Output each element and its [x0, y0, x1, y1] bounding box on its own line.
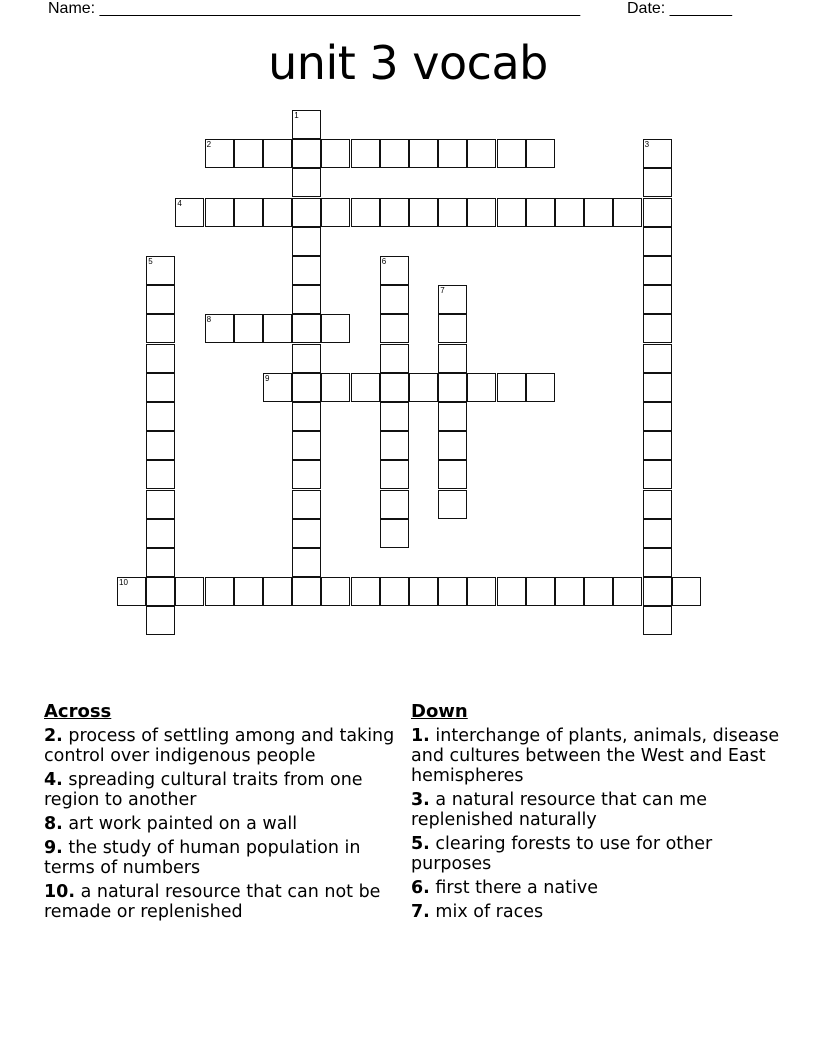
grid-cell[interactable] — [292, 548, 321, 577]
across-clue — [44, 726, 400, 766]
clue-number: 10. — [44, 882, 76, 902]
grid-cell[interactable] — [643, 402, 672, 431]
grid-cell[interactable] — [234, 314, 263, 343]
grid-cell[interactable] — [409, 577, 438, 606]
grid-cell[interactable] — [263, 198, 292, 227]
grid-cell[interactable] — [146, 373, 175, 402]
grid-cell[interactable] — [438, 431, 467, 460]
down-clue — [411, 726, 783, 786]
cell-number: 8 — [206, 315, 212, 325]
clue-text: clearing forests to use for other purposes — [411, 834, 713, 874]
grid-cell[interactable] — [555, 577, 584, 606]
grid-cell[interactable] — [643, 460, 672, 489]
grid-cell[interactable] — [438, 344, 467, 373]
grid-cell[interactable] — [409, 198, 438, 227]
grid-cell[interactable] — [321, 577, 350, 606]
grid-cell[interactable] — [409, 139, 438, 168]
page-title: unit 3 vocab — [268, 36, 548, 90]
clue-number: 7. — [411, 902, 430, 922]
clue-number: 8. — [44, 814, 63, 834]
across-heading: Across — [44, 701, 112, 722]
grid-cell[interactable] — [555, 198, 584, 227]
grid-cell[interactable] — [146, 519, 175, 548]
grid-cell[interactable] — [292, 314, 321, 343]
grid-cell[interactable] — [584, 198, 613, 227]
grid-cell[interactable] — [146, 344, 175, 373]
grid-cell[interactable] — [380, 519, 409, 548]
grid-cell[interactable] — [409, 373, 438, 402]
grid-cell[interactable] — [234, 139, 263, 168]
clue-number: 3. — [411, 790, 430, 810]
grid-cell[interactable] — [146, 577, 175, 606]
grid-cell[interactable] — [321, 314, 350, 343]
grid-cell[interactable] — [292, 431, 321, 460]
grid-cell[interactable] — [292, 198, 321, 227]
grid-cell[interactable] — [380, 314, 409, 343]
grid-cell[interactable] — [584, 577, 613, 606]
grid-cell[interactable] — [497, 577, 526, 606]
clue-number: 5. — [411, 834, 430, 854]
grid-cell[interactable] — [146, 548, 175, 577]
grid-cell[interactable] — [643, 490, 672, 519]
down-clue — [411, 790, 783, 830]
grid-cell[interactable] — [263, 139, 292, 168]
across-clue — [44, 882, 400, 922]
grid-cell[interactable] — [672, 577, 701, 606]
clue-number: 2. — [44, 726, 63, 746]
date-field[interactable] — [627, 0, 732, 18]
date-label: Date: — [627, 0, 666, 17]
clue-number: 6. — [411, 878, 430, 898]
grid-cell[interactable] — [205, 314, 234, 343]
grid-cell[interactable] — [351, 198, 380, 227]
grid-cell[interactable] — [263, 577, 292, 606]
grid-cell[interactable] — [438, 460, 467, 489]
grid-cell[interactable] — [497, 373, 526, 402]
across-clue — [44, 838, 400, 878]
clue-text: first there a native — [435, 878, 598, 898]
grid-cell[interactable] — [613, 577, 642, 606]
grid-cell[interactable] — [467, 198, 496, 227]
grid-cell[interactable] — [380, 490, 409, 519]
name-line: ______________________________________________________ — [99, 0, 581, 17]
cell-number: 3 — [644, 140, 650, 150]
grid-cell[interactable] — [292, 139, 321, 168]
clue-text: a natural resource that can not be remade or replenished — [44, 882, 381, 922]
grid-cell[interactable] — [146, 285, 175, 314]
grid-cell[interactable] — [467, 373, 496, 402]
grid-cell[interactable] — [438, 402, 467, 431]
grid-cell[interactable] — [438, 198, 467, 227]
grid-cell[interactable] — [175, 198, 204, 227]
grid-cell[interactable] — [497, 139, 526, 168]
grid-cell[interactable] — [526, 139, 555, 168]
grid-cell[interactable] — [438, 139, 467, 168]
grid-cell[interactable] — [292, 402, 321, 431]
cell-number: 9 — [265, 373, 270, 383]
clue-text: art work painted on a wall — [68, 814, 298, 834]
clue-number: 9. — [44, 838, 63, 858]
cell-number: 7 — [440, 286, 445, 296]
grid-cell[interactable] — [292, 110, 321, 139]
grid-cell[interactable] — [146, 256, 175, 285]
grid-cell[interactable] — [643, 548, 672, 577]
grid-cell[interactable] — [292, 460, 321, 489]
clue-text: spreading cultural traits from one region to another — [44, 770, 363, 810]
grid-cell[interactable] — [380, 402, 409, 431]
name-field[interactable] — [48, 0, 580, 18]
grid-cell[interactable] — [643, 373, 672, 402]
grid-cell[interactable] — [438, 285, 467, 314]
grid-cell[interactable] — [205, 198, 234, 227]
grid-cell[interactable] — [643, 431, 672, 460]
grid-cell[interactable] — [234, 198, 263, 227]
across-clue — [44, 814, 400, 834]
grid-cell[interactable] — [643, 227, 672, 256]
date-line: _______ — [669, 0, 732, 17]
grid-cell[interactable] — [643, 519, 672, 548]
across-clue — [44, 770, 400, 810]
grid-cell[interactable] — [292, 344, 321, 373]
grid-cell[interactable] — [146, 314, 175, 343]
grid-cell[interactable] — [146, 460, 175, 489]
clue-text: interchange of plants, animals, disease and cultures between the West and East hemispheres — [411, 726, 780, 786]
grid-cell[interactable] — [292, 227, 321, 256]
grid-cell[interactable] — [467, 139, 496, 168]
grid-cell[interactable] — [380, 431, 409, 460]
grid-cell[interactable] — [643, 314, 672, 343]
clue-text: the study of human population in terms of numbers — [44, 838, 361, 878]
cell-number: 2 — [206, 140, 212, 150]
grid-cell[interactable] — [526, 198, 555, 227]
grid-cell[interactable] — [438, 577, 467, 606]
grid-cell[interactable] — [380, 285, 409, 314]
grid-cell[interactable] — [292, 373, 321, 402]
grid-cell[interactable] — [146, 402, 175, 431]
grid-cell[interactable] — [380, 460, 409, 489]
grid-cell[interactable] — [146, 606, 175, 635]
grid-cell[interactable] — [292, 285, 321, 314]
grid-cell[interactable] — [351, 139, 380, 168]
grid-cell[interactable] — [380, 577, 409, 606]
grid-cell[interactable] — [205, 139, 234, 168]
name-label: Name: — [48, 0, 96, 17]
grid-cell[interactable] — [263, 373, 292, 402]
down-heading: Down — [411, 701, 468, 722]
grid-cell[interactable] — [292, 577, 321, 606]
grid-cell[interactable] — [497, 198, 526, 227]
cell-number: 1 — [294, 111, 299, 120]
clue-number: 1. — [411, 726, 430, 746]
across-clues — [44, 702, 400, 926]
down-clue — [411, 878, 783, 898]
grid-cell[interactable] — [467, 577, 496, 606]
grid-cell[interactable] — [380, 344, 409, 373]
grid-cell[interactable] — [526, 373, 555, 402]
clue-text: a natural resource that can me replenished naturally — [411, 790, 707, 830]
clue-text: process of settling among and taking control over indigenous people — [44, 726, 395, 766]
grid-cell[interactable] — [351, 577, 380, 606]
grid-cell[interactable] — [146, 431, 175, 460]
grid-cell[interactable] — [438, 314, 467, 343]
grid-cell[interactable] — [380, 373, 409, 402]
grid-cell[interactable] — [380, 139, 409, 168]
grid-cell[interactable] — [643, 285, 672, 314]
grid-cell[interactable] — [205, 577, 234, 606]
grid-cell[interactable] — [643, 606, 672, 635]
grid-cell[interactable] — [146, 490, 175, 519]
grid-cell[interactable] — [292, 490, 321, 519]
grid-cell[interactable] — [321, 373, 350, 402]
grid-cell[interactable] — [380, 198, 409, 227]
cell-number: 5 — [148, 257, 153, 266]
grid-cell[interactable] — [643, 256, 672, 285]
clue-text: mix of races — [435, 902, 544, 922]
cell-number: 4 — [177, 198, 182, 208]
grid-cell[interactable] — [613, 198, 642, 227]
grid-cell[interactable] — [380, 256, 409, 285]
down-clue — [411, 902, 783, 922]
clue-number: 4. — [44, 770, 63, 790]
grid-cell[interactable] — [643, 344, 672, 373]
grid-cell[interactable] — [643, 168, 672, 197]
grid-cell[interactable] — [292, 256, 321, 285]
grid-cell[interactable] — [643, 577, 672, 606]
cell-number: 6 — [381, 257, 387, 266]
grid-cell[interactable] — [321, 139, 350, 168]
grid-cell[interactable] — [292, 519, 321, 548]
down-clue — [411, 834, 783, 874]
grid-cell[interactable] — [438, 490, 467, 519]
grid-cell[interactable] — [263, 314, 292, 343]
grid-cell[interactable] — [321, 198, 350, 227]
grid-cell[interactable] — [643, 139, 672, 168]
grid-cell[interactable] — [234, 577, 263, 606]
grid-cell[interactable] — [351, 373, 380, 402]
grid-cell[interactable] — [438, 373, 467, 402]
down-clues — [411, 702, 783, 926]
grid-cell[interactable] — [526, 577, 555, 606]
grid-cell[interactable] — [643, 198, 672, 227]
cell-number: 10 — [119, 578, 128, 588]
grid-cell[interactable] — [117, 577, 146, 606]
grid-cell[interactable] — [175, 577, 204, 606]
grid-cell[interactable] — [292, 168, 321, 197]
